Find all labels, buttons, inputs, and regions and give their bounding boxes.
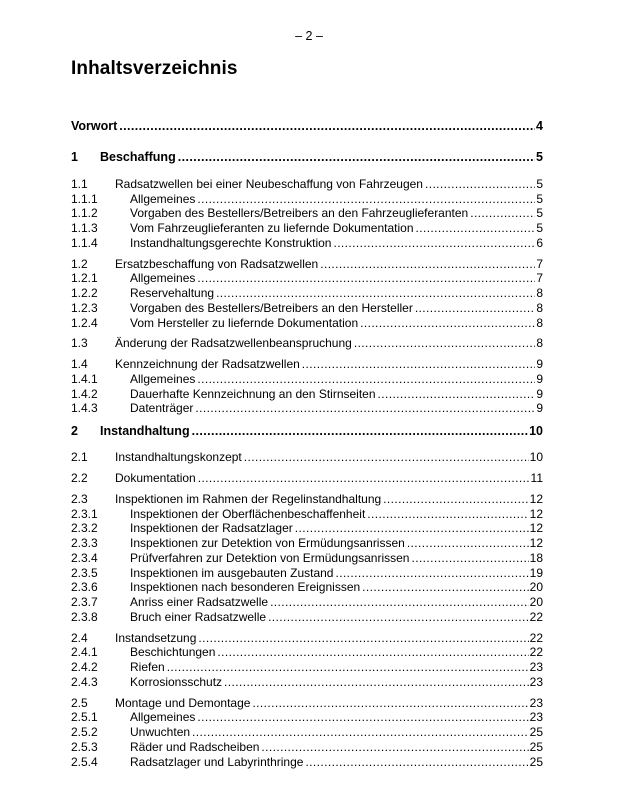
toc-entry-label: Anriss einer Radsatzwelle	[130, 595, 269, 609]
dot-leader	[407, 536, 529, 551]
toc-entry[interactable]	[71, 755, 543, 770]
dot-leader	[354, 336, 535, 351]
toc-entry-page: 8	[536, 300, 543, 315]
toc-entry-label: Dauerhafte Kennzeichnung an den Stirnseiten	[130, 386, 376, 401]
toc-entry-page: 10	[529, 423, 543, 438]
dot-leader	[119, 119, 535, 134]
dot-leader	[198, 631, 528, 646]
toc-entry-page: 5	[536, 221, 543, 235]
dot-leader	[470, 206, 535, 221]
toc-entry-page: 8	[536, 286, 543, 300]
toc-entry[interactable]	[71, 675, 543, 690]
dot-leader	[252, 696, 528, 711]
toc-entry-number: 1.2.4	[71, 315, 98, 330]
toc-entry-number: 2.3.4	[71, 550, 98, 565]
toc-entry-number: 1.2.3	[71, 300, 98, 315]
dot-leader	[270, 595, 529, 610]
toc-entry-page: 22	[529, 609, 543, 624]
toc-entry[interactable]	[71, 206, 543, 221]
toc-entry-number: 1.4	[71, 357, 88, 371]
toc-entry[interactable]	[71, 372, 543, 387]
toc-entry-number: 2.3.1	[71, 506, 98, 521]
toc-entry[interactable]	[71, 336, 543, 351]
toc-entry-label: Vorgaben des Bestellers/Betreibers an den Fahrzeuglieferanten	[130, 206, 469, 221]
toc-entry-label: Radsatzlager und Labyrinthringe	[130, 754, 304, 769]
toc-entry[interactable]	[71, 401, 543, 416]
toc-entry[interactable]	[71, 221, 543, 236]
toc-entry-number: 1.1.2	[71, 206, 98, 221]
toc-entry-label: Unwuchten	[130, 725, 191, 739]
toc-entry[interactable]	[71, 286, 543, 301]
dot-leader	[333, 236, 535, 251]
toc-entry-label: Inspektionen im Rahmen der Regelinstandhaltung	[115, 491, 382, 506]
toc-entry-page: 22	[529, 645, 543, 660]
toc-entry-page: 25	[529, 739, 543, 754]
toc-entry-label: Beschaffung	[100, 150, 176, 164]
toc-entry-page: 7	[536, 256, 543, 271]
toc-entry-number: 2.3.8	[71, 609, 98, 624]
toc-entry[interactable]	[71, 696, 543, 711]
toc-entry-number: 1.1.3	[71, 221, 98, 235]
toc-entry[interactable]	[71, 710, 543, 725]
dot-leader	[411, 551, 528, 566]
toc-entry-number: 1.1.1	[71, 191, 98, 206]
toc-entry[interactable]	[71, 357, 543, 372]
dot-leader	[216, 286, 535, 301]
toc-entry-label: Dokumentation	[115, 471, 196, 485]
toc-entry-number: 1.4.2	[71, 386, 98, 401]
toc-entry-page: 9	[536, 386, 543, 401]
toc-entry-label: Kennzeichnung der Radsatzwellen	[115, 357, 300, 371]
dot-leader	[425, 177, 535, 192]
dot-leader	[415, 301, 535, 316]
dot-leader	[197, 372, 535, 387]
toc-entry-page: 25	[529, 754, 543, 769]
dot-leader	[198, 471, 530, 486]
dot-leader	[367, 507, 528, 522]
toc-entry-label: Räder und Radscheiben	[130, 739, 260, 754]
toc-entry-page: 23	[529, 695, 543, 710]
toc-entry-page: 8	[536, 336, 543, 351]
toc-entry-number: 2.3.7	[71, 595, 98, 609]
dot-leader	[305, 755, 528, 770]
toc-entry-page: 8	[536, 315, 543, 330]
toc-entry[interactable]	[71, 551, 543, 566]
toc-entry[interactable]	[71, 424, 543, 439]
toc-entry-label: Änderung der Radsatzwellenbeanspruchung	[115, 336, 352, 351]
toc-entry-number: 1.2.2	[71, 286, 98, 300]
dot-leader	[178, 150, 535, 165]
toc-entry-label: Riefen	[130, 660, 165, 674]
toc-entry-page: 22	[529, 630, 543, 645]
toc-entry-number: 2.3.5	[71, 565, 98, 580]
toc-entry-label: Reservehaltung	[130, 286, 215, 300]
page-title: Inhaltsverzeichnis	[71, 58, 238, 79]
toc-entry[interactable]	[71, 177, 543, 192]
toc-entry-label: Instandhaltungsgerechte Konstruktion	[130, 235, 332, 250]
dot-leader	[224, 675, 529, 690]
toc-entry-label: Ersatzbeschaffung von Radsatzwellen	[115, 256, 319, 271]
toc-entry-number: 1.2	[71, 256, 88, 271]
toc-entry[interactable]	[71, 316, 543, 331]
toc-entry[interactable]	[71, 566, 543, 581]
toc-entry[interactable]	[71, 492, 543, 507]
toc-entry-page: 4	[536, 119, 543, 133]
toc-entry[interactable]	[71, 725, 543, 740]
toc-entry-number: 2.3.2	[71, 521, 98, 536]
toc-entry[interactable]	[71, 257, 543, 272]
toc-entry-page: 10	[529, 450, 543, 465]
dot-leader	[360, 316, 535, 331]
toc-entry-number: 1.1	[71, 176, 88, 191]
toc-entry-number: 1.4.1	[71, 371, 98, 386]
dot-leader	[378, 387, 536, 402]
toc-entry-page: 11	[530, 471, 543, 485]
dot-leader	[197, 271, 535, 286]
dot-leader	[268, 610, 529, 625]
toc-entry[interactable]	[71, 660, 543, 675]
toc-entry-label: Prüfverfahren zur Detektion von Ermüdungsanrissen	[130, 550, 410, 565]
toc-entry-label: Inspektionen nach besonderen Ereignissen	[130, 580, 361, 595]
toc-entry[interactable]	[71, 192, 543, 207]
dot-leader	[383, 492, 528, 507]
dot-leader	[195, 401, 535, 416]
toc-entry-page: 9	[536, 401, 543, 416]
toc-entry-label: Vom Fahrzeuglieferanten zu liefernde Dokumentation	[130, 221, 414, 235]
dot-leader	[295, 521, 529, 536]
toc-entry-label: Instandsetzung	[115, 630, 197, 645]
toc-entry-number: 2.3.6	[71, 580, 98, 595]
toc-entry-page: 12	[529, 536, 543, 550]
toc-entry[interactable]	[71, 631, 543, 646]
toc-entry-number: 2.3	[71, 491, 88, 506]
toc-entry-label: Vorgaben des Bestellers/Betreibers an den Hersteller	[130, 300, 413, 315]
toc-entry[interactable]	[71, 271, 543, 286]
toc-entry[interactable]	[71, 536, 543, 551]
page-number: – 2 –	[295, 29, 323, 43]
toc-entry-page: 12	[529, 491, 543, 506]
toc-entry-page: 25	[529, 725, 543, 739]
toc-entry-label: Inspektionen der Oberflächenbeschaffenheit	[130, 506, 366, 521]
toc-entry-number: 2.1	[71, 450, 88, 465]
toc-entry[interactable]	[71, 301, 543, 316]
dot-leader	[167, 660, 529, 675]
toc-entry-number: 2.5.2	[71, 725, 98, 739]
toc-entry[interactable]	[71, 645, 543, 660]
toc-entry-label: Vorwort	[71, 119, 118, 133]
toc-entry-page: 23	[529, 710, 543, 725]
dot-leader	[197, 710, 528, 725]
toc-entry-page: 19	[529, 565, 543, 580]
toc-entry-number: 1.2.1	[71, 271, 98, 286]
toc-entry-number: 2.4.3	[71, 674, 98, 689]
dot-leader	[335, 566, 528, 581]
toc-entry-label: Korrosionsschutz	[130, 674, 223, 689]
toc-entry[interactable]	[71, 507, 543, 522]
toc-entry-number: 2	[71, 423, 78, 438]
toc-entry-label: Inspektionen im ausgebauten Zustand	[130, 565, 334, 580]
toc-entry-label: Inspektionen zur Detektion von Ermüdungsanrissen	[130, 536, 405, 550]
toc-entry-label: Allgemeines	[130, 710, 196, 725]
toc-entry-page: 9	[536, 357, 543, 371]
toc-entry-number: 1	[71, 150, 78, 164]
dot-leader	[416, 221, 536, 236]
toc-entry-label: Instandhaltung	[100, 423, 190, 438]
toc-entry-page: 9	[536, 371, 543, 386]
toc-entry[interactable]	[71, 150, 543, 165]
toc-entry[interactable]	[71, 236, 543, 251]
toc-entry-number: 1.4.3	[71, 401, 98, 416]
toc-entry-page: 6	[536, 235, 543, 250]
toc-entry-number: 1.3	[71, 336, 88, 351]
toc-entry-label: Datenträger	[130, 401, 194, 416]
toc-entry[interactable]	[71, 740, 543, 755]
toc-entry[interactable]	[71, 595, 543, 610]
toc-entry-page: 5	[536, 176, 543, 191]
dot-leader	[197, 192, 535, 207]
toc-entry-page: 20	[529, 580, 543, 595]
toc-entry-label: Beschichtungen	[130, 645, 216, 660]
toc-entry-label: Montage und Demontage	[115, 695, 251, 710]
toc-entry[interactable]	[71, 387, 543, 402]
toc-entry-label: Radsatzwellen bei einer Neubeschaffung von Fahrzeugen	[115, 176, 423, 191]
toc-entry-number: 2.4	[71, 630, 88, 645]
toc-entry-label: Bruch einer Radsatzwelle	[130, 609, 267, 624]
toc-entry-page: 12	[529, 521, 543, 536]
toc-entry-number: 2.4.1	[71, 645, 98, 660]
toc-entry-number: 2.4.2	[71, 660, 98, 674]
toc-entry-label: Allgemeines	[130, 371, 196, 386]
toc-entry[interactable]	[71, 610, 543, 625]
dot-leader	[261, 740, 528, 755]
toc-entry-label: Allgemeines	[130, 271, 196, 286]
dot-leader	[217, 645, 528, 660]
toc-entry[interactable]	[71, 471, 543, 486]
toc-entry-page: 20	[529, 595, 543, 609]
toc-entry-page: 5	[536, 191, 543, 206]
toc-entry-page: 23	[529, 660, 543, 674]
toc-entry-number: 2.5.1	[71, 710, 98, 725]
toc-entry-number: 2.2	[71, 471, 88, 485]
toc-entry[interactable]	[71, 119, 543, 134]
toc-entry-page: 18	[529, 550, 543, 565]
toc-entry-page: 7	[536, 271, 543, 286]
dot-leader	[362, 580, 528, 595]
toc-entry[interactable]	[71, 450, 543, 465]
toc-entry[interactable]	[71, 580, 543, 595]
toc-entry-page: 5	[536, 206, 543, 221]
toc-entry-label: Vom Hersteller zu liefernde Dokumentation	[130, 315, 359, 330]
toc-entry-number: 1.1.4	[71, 235, 98, 250]
dot-leader	[192, 725, 529, 740]
toc-entry-number: 2.5.4	[71, 754, 98, 769]
dot-leader	[192, 424, 529, 439]
toc-entry-number: 2.5.3	[71, 739, 98, 754]
toc-entry-page: 12	[529, 506, 543, 521]
toc-entry-page: 5	[536, 150, 543, 164]
toc-entry[interactable]	[71, 521, 543, 536]
dot-leader	[302, 357, 536, 372]
toc-entry-label: Instandhaltungskonzept	[115, 450, 242, 465]
dot-leader	[244, 450, 529, 465]
toc-entry-number: 2.5	[71, 695, 88, 710]
toc-entry-label: Inspektionen der Radsatzlager	[130, 521, 293, 536]
dot-leader	[320, 257, 535, 272]
toc-entry-page: 23	[529, 674, 543, 689]
toc-entry-number: 2.3.3	[71, 536, 98, 550]
toc-entry-label: Allgemeines	[130, 191, 196, 206]
